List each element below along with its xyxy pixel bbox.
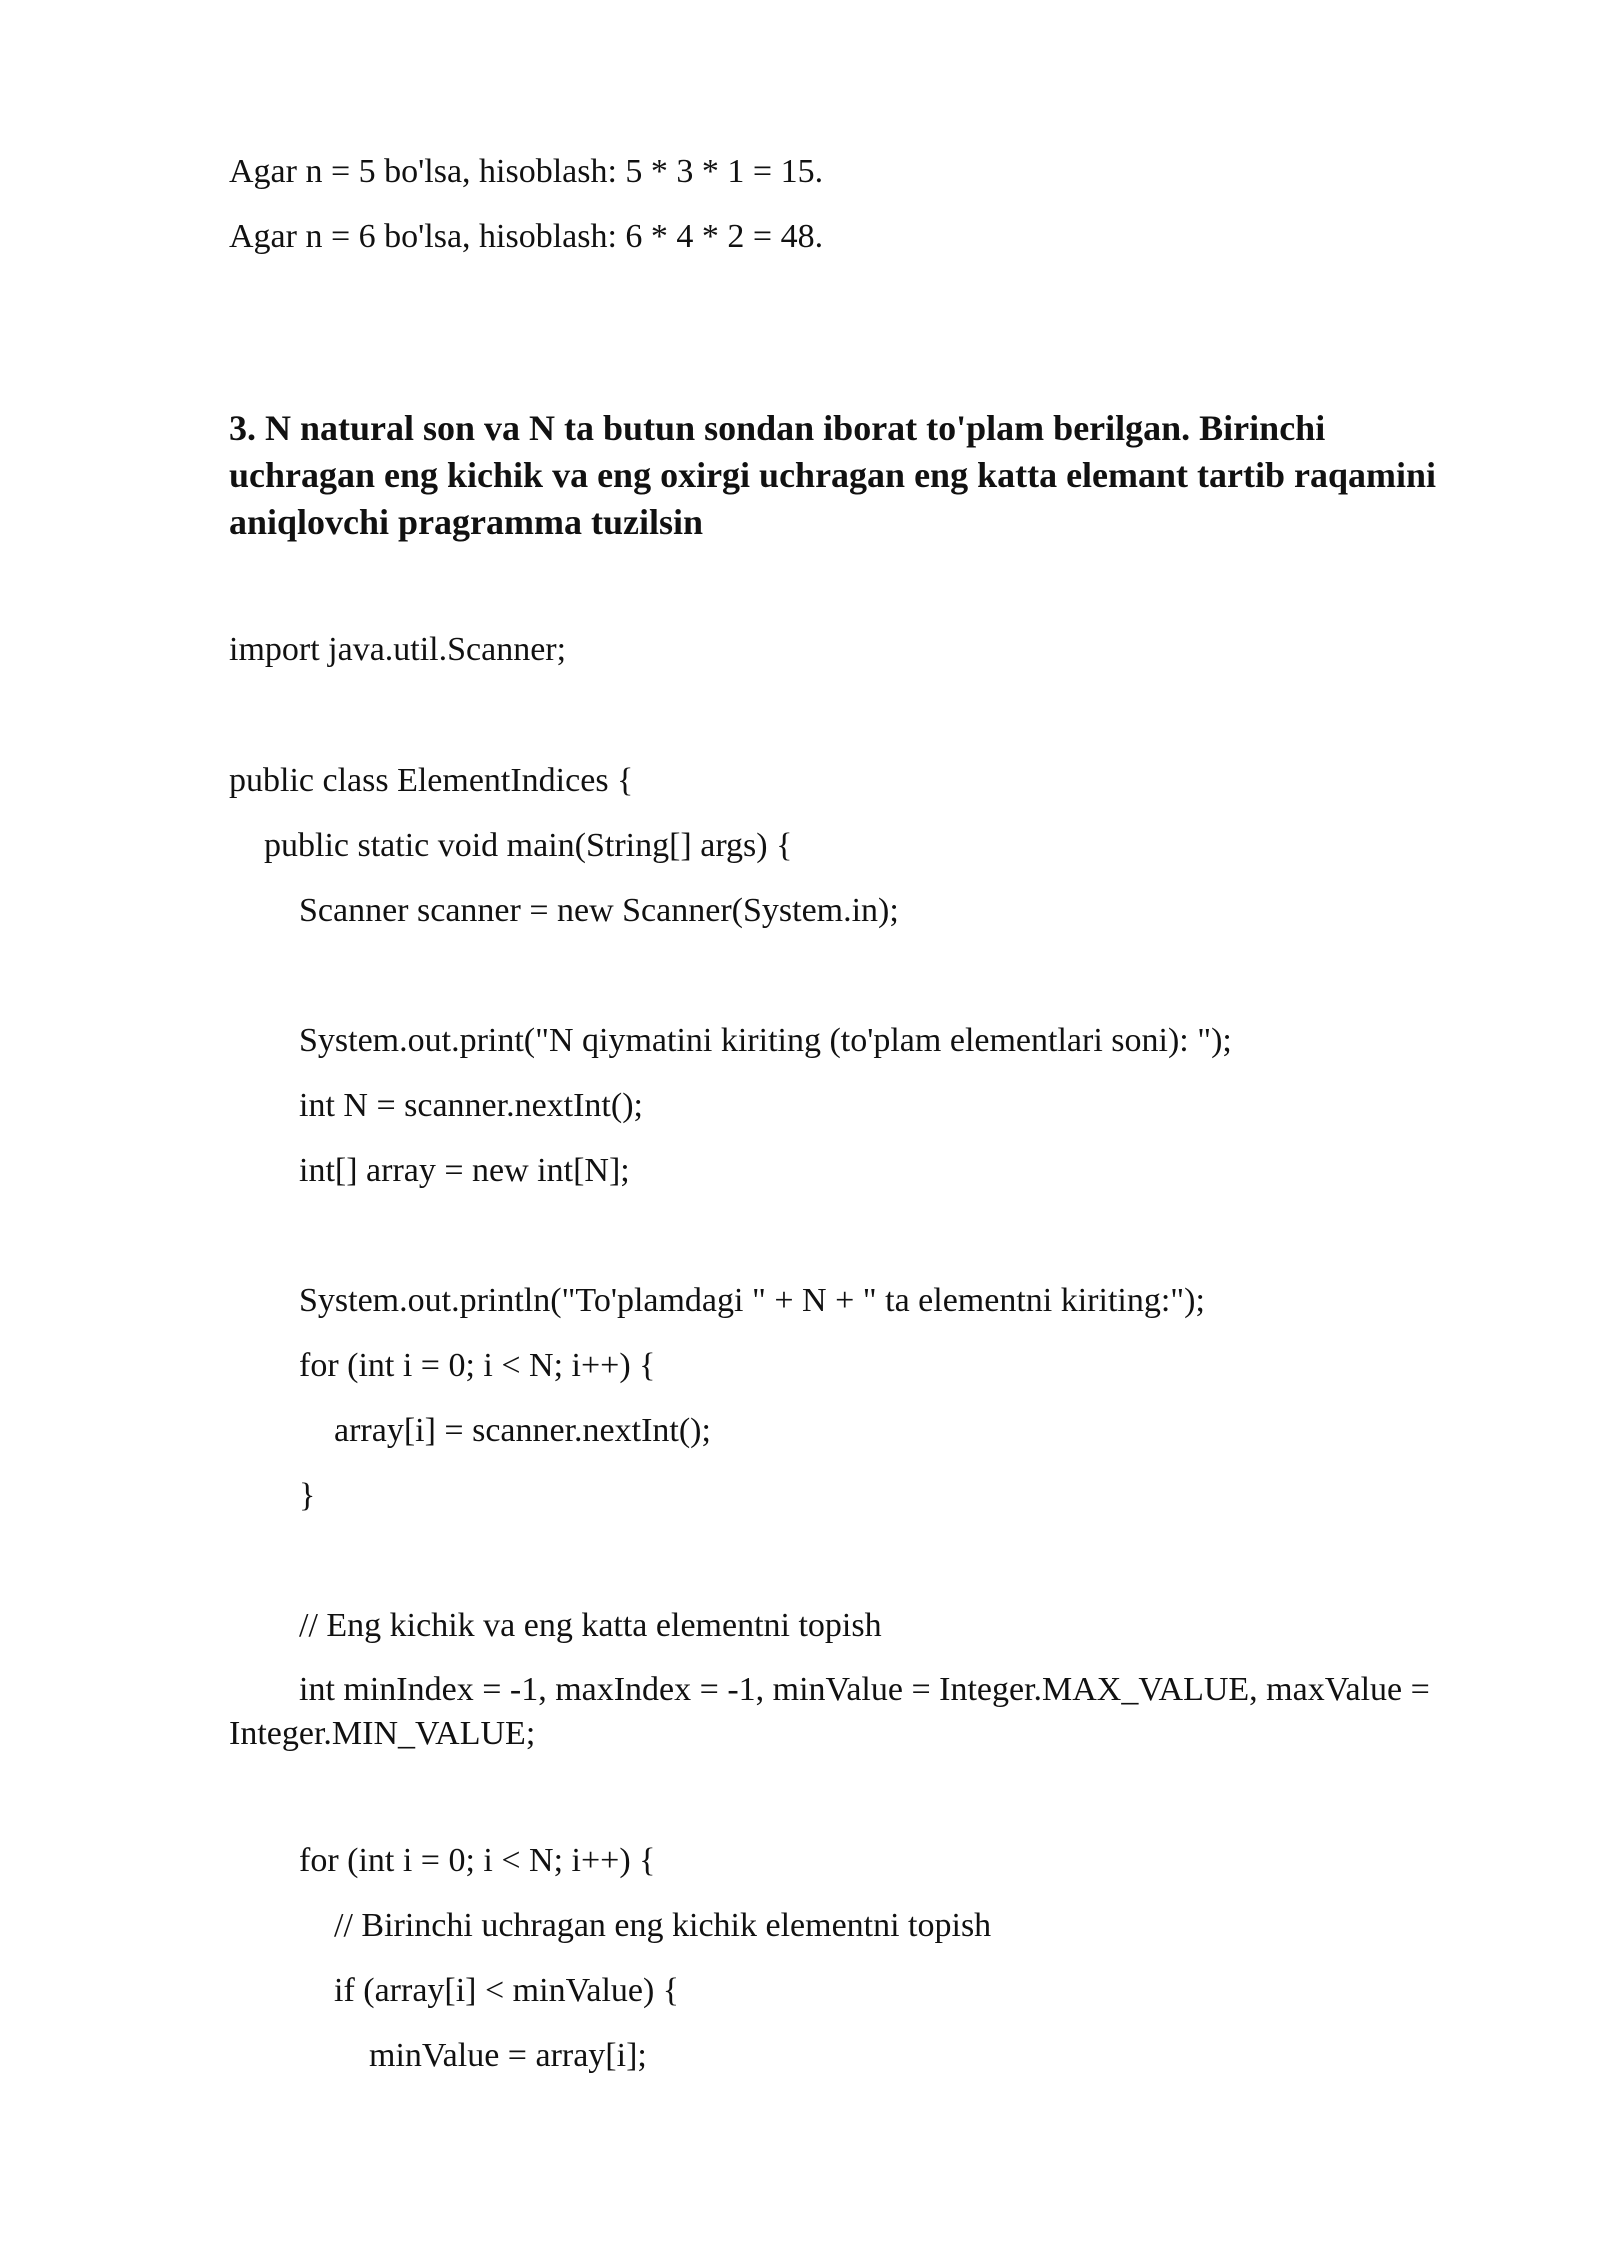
code-assign-min: minValue = array[i]; [369,2037,647,2074]
code-if-min: if (array[i] < minValue) { [334,1972,680,2009]
code-for-loop-1: for (int i = 0; i < N; i++) { [299,1347,656,1384]
code-main-declaration: public static void main(String[] args) { [264,827,793,864]
code-array-declaration: int[] array = new int[N]; [299,1152,630,1189]
code-array-read: array[i] = scanner.nextInt(); [334,1412,711,1449]
code-import: import java.util.Scanner; [229,631,567,668]
code-read-n: int N = scanner.nextInt(); [299,1087,643,1124]
code-class-declaration: public class ElementIndices { [229,762,634,799]
code-println-prompt: System.out.println("To'plamdagi " + N + " ta elementni kiriting:"); [299,1282,1205,1319]
code-vars-declaration: int minIndex = -1, maxIndex = -1, minValue = Integer.MAX_VALUE, maxValue = Integer.MIN_VALUE; [229,1671,1430,1752]
code-close-brace: } [299,1477,316,1514]
code-for-loop-2: for (int i = 0; i < N; i++) { [299,1842,656,1879]
code-comment-min: // Birinchi uchragan eng kichik elementni topish [334,1907,992,1944]
code-print-prompt: System.out.print("N qiymatini kiriting (to'plam elementlari soni): "); [299,1022,1232,1059]
intro-line-1: Agar n = 5 bo'lsa, hisoblash: 5 * 3 * 1 = 15. [229,153,824,190]
code-comment-find: // Eng kichik va eng katta elementni topish [299,1607,882,1644]
task-heading: 3. N natural son va N ta butun sondan iborat to'plam berilgan. Birinchi uchragan eng kichik va eng oxirgi uchragan eng katta elemant tartib raqamini aniqlovchi pragramma tuzilsin [229,408,1437,542]
code-scanner-init: Scanner scanner = new Scanner(System.in); [299,892,899,929]
intro-line-2: Agar n = 6 bo'lsa, hisoblash: 6 * 4 * 2 = 48. [229,218,824,255]
